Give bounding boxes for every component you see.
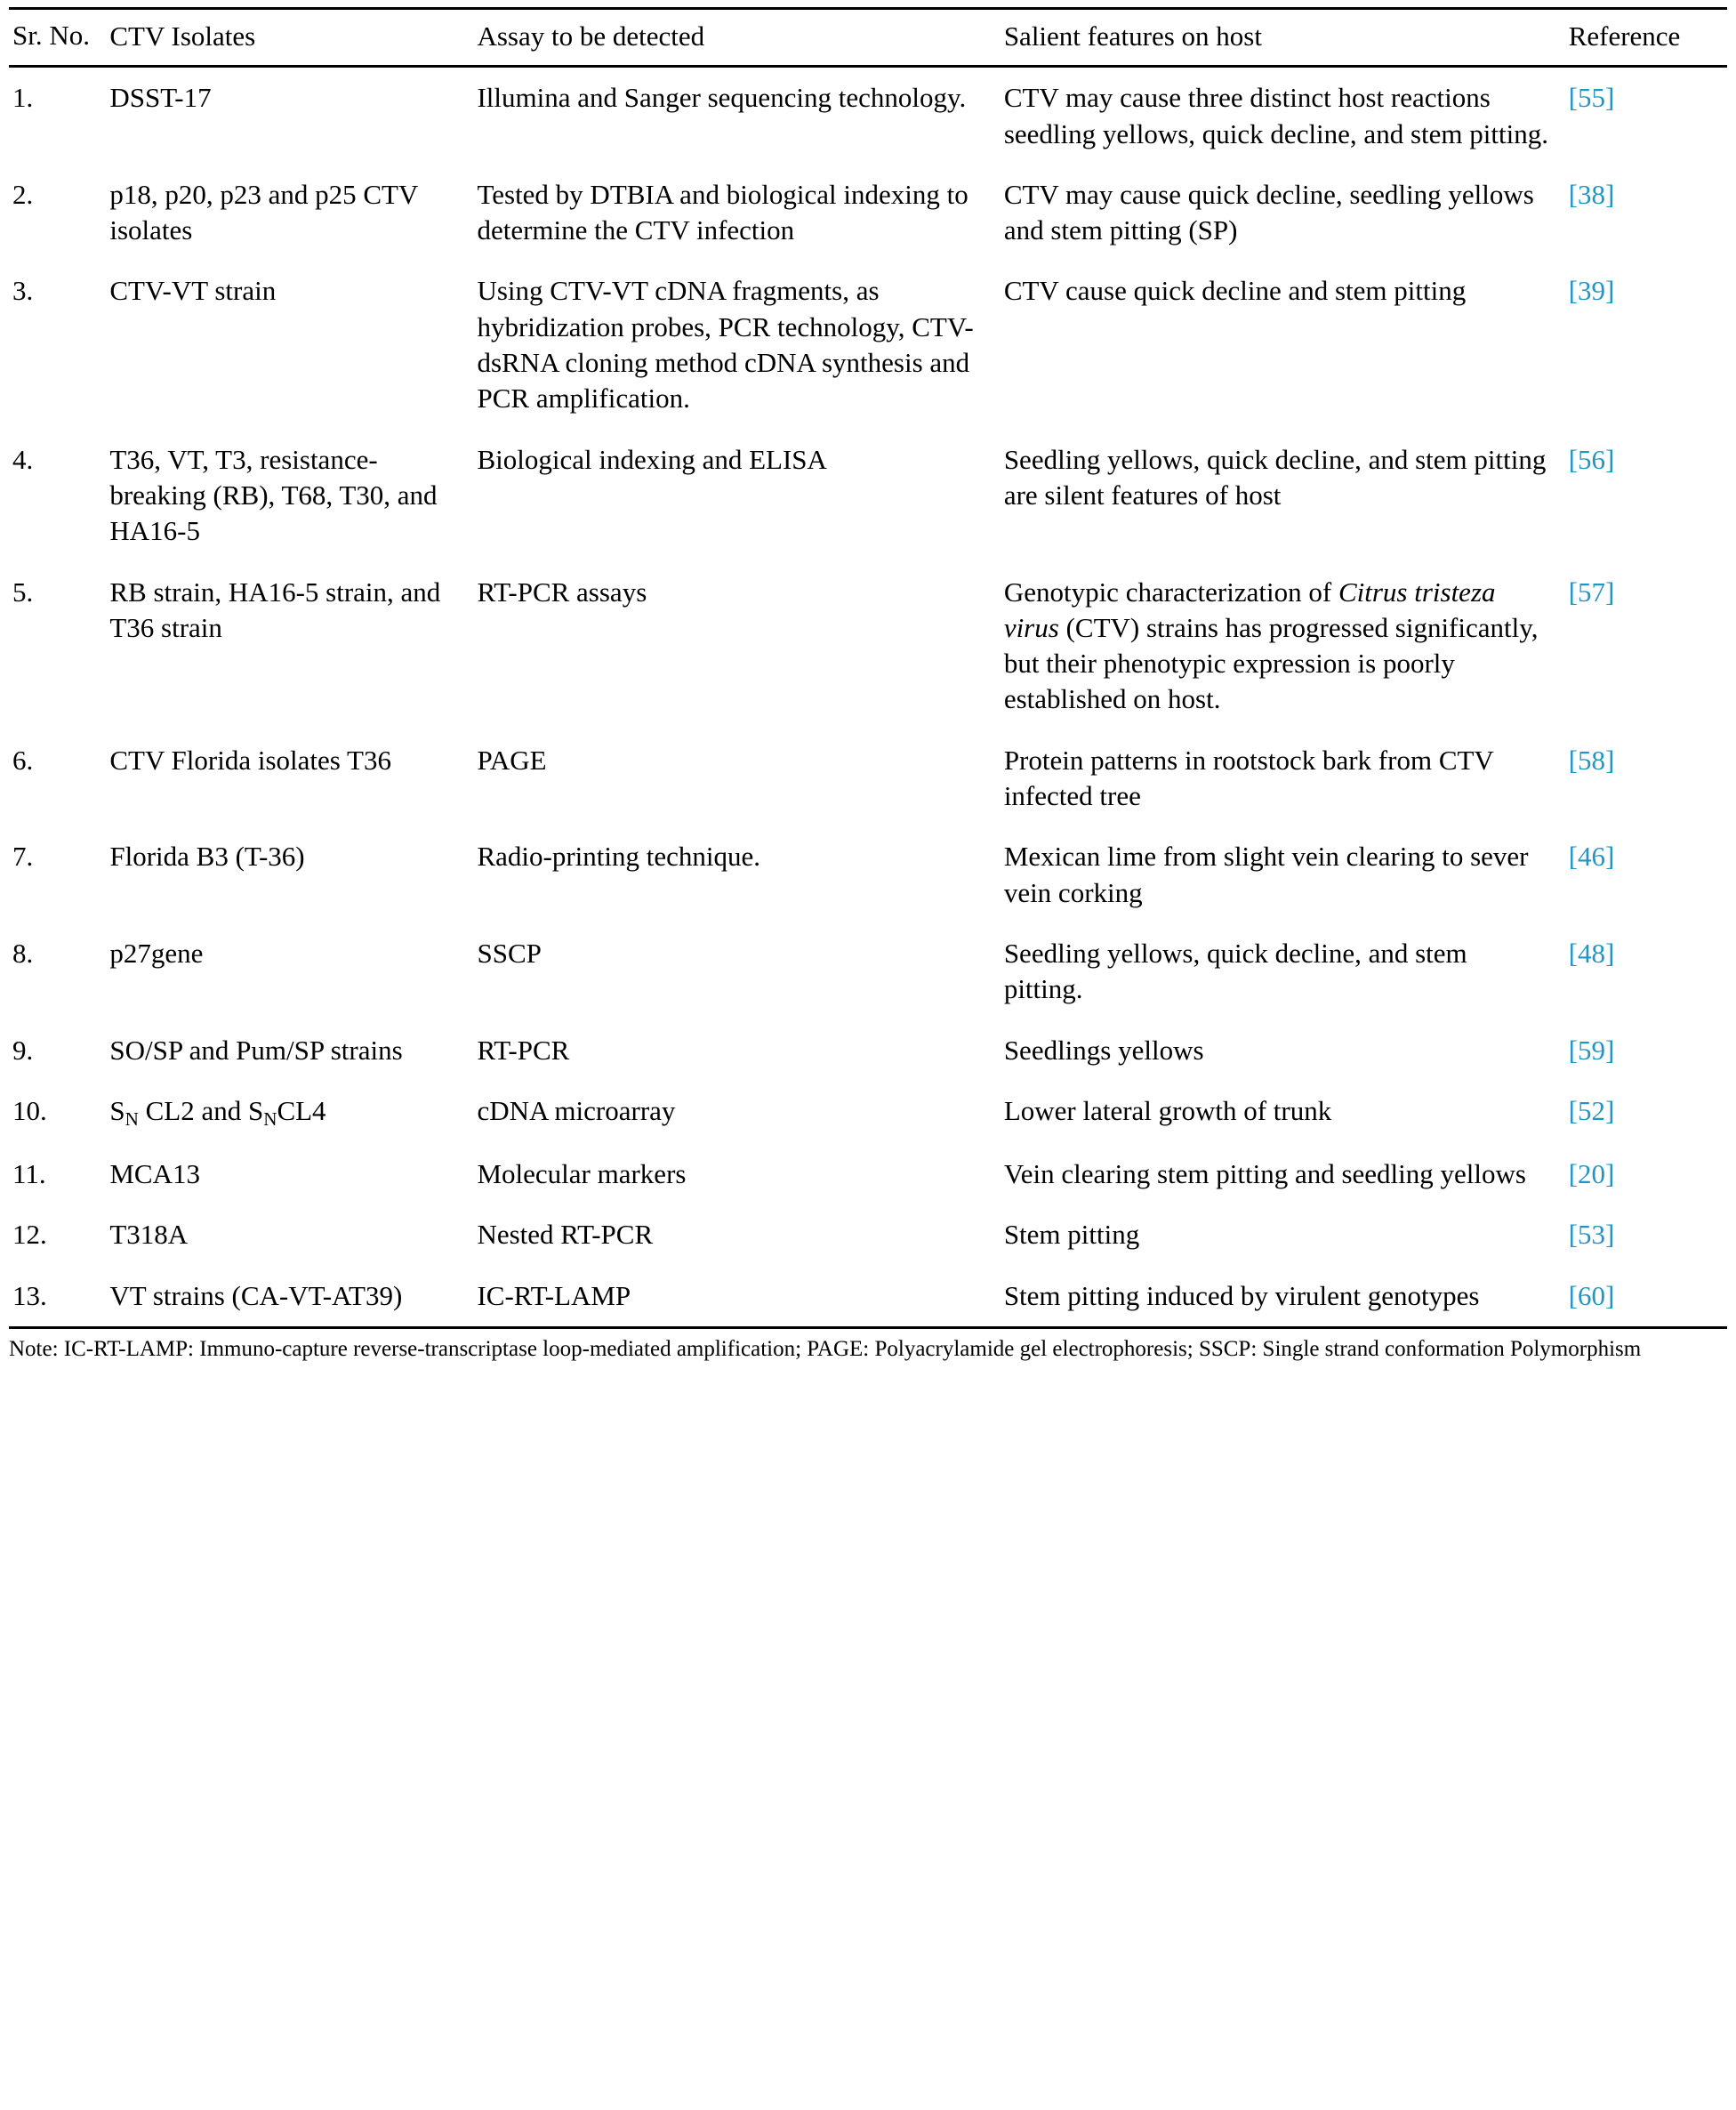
table-row bbox=[9, 826, 1727, 923]
cell-isolates bbox=[106, 1081, 473, 1144]
features-text-post: (CTV) strains has progressed significantly, but their phenotypic expression is poorly established on host. bbox=[1003, 611, 1539, 715]
table-row bbox=[9, 430, 1727, 562]
isolates-subscript-2: N bbox=[263, 1107, 277, 1130]
cell-sr-no: 5. bbox=[12, 576, 34, 608]
cell-features: Lower lateral growth of trunk bbox=[1003, 1094, 1332, 1126]
cell-reference bbox=[1565, 923, 1727, 1020]
cell-sr-no: 12. bbox=[12, 1219, 47, 1251]
reference-link[interactable]: [55] bbox=[1568, 82, 1615, 114]
cell-features: CTV cause quick decline and stem pitting bbox=[1003, 275, 1467, 307]
cell-sr-no: 9. bbox=[12, 1034, 34, 1066]
cell-assay: Radio-printing technique. bbox=[477, 841, 761, 873]
cell-sr-no: 8. bbox=[12, 937, 34, 969]
table-row bbox=[9, 1081, 1727, 1144]
cell-isolates: T36, VT, T3, resistance-breaking (RB), T68, T30, and HA16-5 bbox=[109, 443, 438, 547]
cell-reference bbox=[1565, 1081, 1727, 1144]
column-header-assay bbox=[473, 9, 1000, 67]
cell-reference bbox=[1565, 730, 1727, 827]
cell-assay: RT-PCR assays bbox=[477, 576, 647, 608]
cell-features: Seedling yellows, quick decline, and stem pitting. bbox=[1003, 937, 1467, 1005]
isolates-text-pre: S bbox=[109, 1094, 125, 1126]
table-row bbox=[9, 1266, 1727, 1328]
cell-features: Stem pitting bbox=[1003, 1219, 1140, 1251]
cell-sr-no: 13. bbox=[9, 1266, 106, 1328]
cell-isolates: Florida B3 (T-36) bbox=[109, 841, 305, 873]
cell-features: Vein clearing stem pitting and seedling yellows bbox=[1003, 1158, 1526, 1190]
column-header-isolates-label: CTV Isolates bbox=[109, 20, 256, 52]
cell-isolates: CTV-VT strain bbox=[109, 275, 277, 307]
column-header-sr-no bbox=[9, 9, 106, 67]
reference-link[interactable]: [48] bbox=[1568, 937, 1615, 969]
reference-link[interactable]: [59] bbox=[1568, 1034, 1615, 1066]
reference-link[interactable]: [52] bbox=[1568, 1094, 1615, 1126]
cell-assay: SSCP bbox=[477, 937, 542, 969]
cell-sr-no: 11. bbox=[12, 1158, 46, 1190]
cell-isolates: T318A bbox=[109, 1219, 189, 1251]
cell-sr-no: 7. bbox=[12, 841, 34, 873]
table-row bbox=[9, 562, 1727, 730]
table-row bbox=[9, 67, 1727, 165]
features-text-pre: Genotypic characterization of bbox=[1003, 576, 1338, 608]
table-row bbox=[9, 923, 1727, 1020]
table-footnote: Note: IC-RT-LAMP: Immuno-capture reverse-transcriptase loop-mediated amplification; PAGE: Polyacrylamide gel electrophoresis; SSCP: Single strand conformation Polymorphism bbox=[9, 1337, 1642, 1361]
table-row bbox=[9, 730, 1727, 827]
cell-reference bbox=[1565, 826, 1727, 923]
table-header-row bbox=[9, 9, 1727, 67]
cell-isolates: MCA13 bbox=[109, 1158, 200, 1190]
features-species-name: Citrus tristeza virus bbox=[1003, 576, 1496, 643]
isolates-text-post: CL4 bbox=[277, 1094, 326, 1126]
cell-sr-no: 4. bbox=[12, 443, 34, 475]
cell-assay: Molecular markers bbox=[477, 1158, 687, 1190]
ctv-isolates-table bbox=[9, 7, 1727, 1329]
cell-isolates: DSST-17 bbox=[109, 82, 212, 114]
isolates-text-mid: CL2 and S bbox=[138, 1094, 264, 1126]
cell-reference bbox=[1565, 1144, 1727, 1204]
reference-link[interactable]: [38] bbox=[1568, 178, 1615, 210]
table-row bbox=[9, 261, 1727, 429]
cell-reference bbox=[1565, 67, 1727, 165]
cell-reference bbox=[1565, 1020, 1727, 1081]
cell-features: CTV may cause quick decline, seedling yellows and stem pitting (SP) bbox=[1003, 178, 1534, 246]
cell-features bbox=[1001, 562, 1565, 730]
column-header-sr-no-label: Sr. No. bbox=[12, 20, 90, 51]
cell-reference bbox=[1565, 261, 1727, 429]
isolates-subscript-1: N bbox=[125, 1107, 139, 1130]
column-header-reference bbox=[1565, 9, 1727, 67]
cell-assay: RT-PCR bbox=[477, 1034, 570, 1066]
cell-isolates: p27gene bbox=[109, 937, 204, 969]
cell-features: Stem pitting induced by virulent genotypes bbox=[1001, 1266, 1565, 1328]
table-row bbox=[9, 1020, 1727, 1081]
reference-link[interactable]: [57] bbox=[1568, 576, 1615, 608]
cell-sr-no: 3. bbox=[12, 275, 34, 307]
cell-sr-no: 10. bbox=[12, 1094, 47, 1126]
cell-sr-no: 6. bbox=[12, 744, 34, 776]
reference-link[interactable]: [46] bbox=[1568, 841, 1615, 873]
table-header bbox=[9, 9, 1727, 67]
cell-assay: PAGE bbox=[477, 744, 547, 776]
column-header-features-label: Salient features on host bbox=[1003, 20, 1262, 52]
reference-link[interactable]: [53] bbox=[1568, 1219, 1615, 1251]
cell-assay: Biological indexing and ELISA bbox=[477, 443, 827, 475]
reference-link[interactable]: [20] bbox=[1568, 1158, 1615, 1190]
table-row bbox=[9, 1144, 1727, 1204]
table-body bbox=[9, 67, 1727, 1328]
cell-isolates: RB strain, HA16-5 strain, and T36 strain bbox=[109, 576, 441, 643]
cell-reference bbox=[1565, 430, 1727, 562]
table-row bbox=[9, 1204, 1727, 1265]
cell-sr-no: 2. bbox=[12, 178, 34, 210]
cell-features: Seedling yellows, quick decline, and stem pitting are silent features of host bbox=[1003, 443, 1547, 511]
cell-reference bbox=[1565, 165, 1727, 262]
reference-link[interactable]: [58] bbox=[1568, 744, 1615, 776]
cell-assay: Illumina and Sanger sequencing technology. bbox=[477, 82, 967, 114]
column-header-assay-label: Assay to be detected bbox=[477, 20, 705, 52]
cell-reference bbox=[1565, 1204, 1727, 1265]
cell-features: Seedlings yellows bbox=[1003, 1034, 1204, 1066]
table-row bbox=[9, 165, 1727, 262]
cell-reference bbox=[1565, 562, 1727, 730]
cell-assay: IC-RT-LAMP bbox=[473, 1266, 1000, 1328]
cell-features: CTV may cause three distinct host reactions seedling yellows, quick decline, and stem pitting. bbox=[1003, 82, 1548, 149]
reference-link[interactable]: [60] bbox=[1568, 1279, 1615, 1311]
cell-isolates: CTV Florida isolates T36 bbox=[109, 744, 391, 776]
cell-isolates: SO/SP and Pum/SP strains bbox=[109, 1034, 403, 1066]
cell-features: Protein patterns in rootstock bark from CTV infected tree bbox=[1003, 744, 1494, 812]
cell-isolates: VT strains (CA-VT-AT39) bbox=[106, 1266, 473, 1328]
column-header-features bbox=[1001, 9, 1565, 67]
cell-assay: Tested by DTBIA and biological indexing to determine the CTV infection bbox=[477, 178, 968, 246]
cell-assay: cDNA microarray bbox=[477, 1094, 676, 1126]
reference-link[interactable]: [39] bbox=[1568, 275, 1615, 307]
cell-assay: Using CTV-VT cDNA fragments, as hybridization probes, PCR technology, CTV-dsRNA cloning method cDNA synthesis and PCR amplification. bbox=[477, 275, 974, 415]
cell-sr-no: 1. bbox=[12, 82, 34, 114]
cell-isolates: p18, p20, p23 and p25 CTV isolates bbox=[109, 178, 418, 246]
column-header-isolates bbox=[106, 9, 473, 67]
reference-link[interactable]: [56] bbox=[1568, 443, 1615, 475]
cell-reference bbox=[1565, 1266, 1727, 1328]
cell-features: Mexican lime from slight vein clearing to sever vein corking bbox=[1003, 841, 1529, 908]
column-header-reference-label: Reference bbox=[1568, 20, 1681, 52]
cell-assay: Nested RT-PCR bbox=[477, 1219, 654, 1251]
